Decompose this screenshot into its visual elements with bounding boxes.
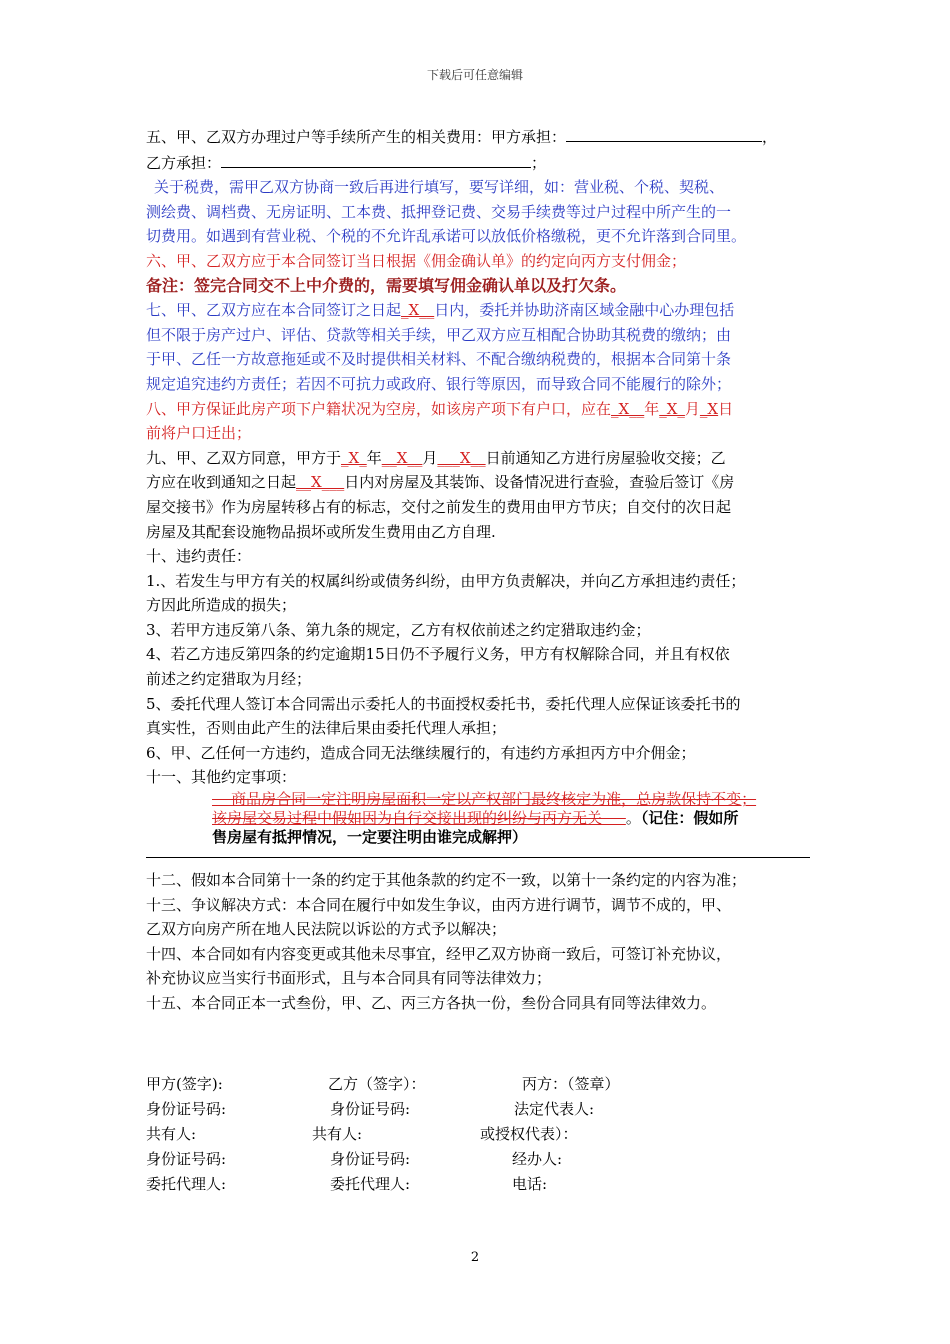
clause-12: 十二、假如本合同第十一条的约定于其他条款的约定不一致，以第十一条约定的内容为准； — [146, 871, 747, 890]
clause-5-text: 五、甲、乙双方办理过户等手续所产生的相关费用：甲方承担： — [146, 128, 567, 146]
signature-row-1 — [146, 1072, 766, 1097]
party-a-fee-blank — [566, 124, 762, 142]
tax-note-line-1: 关于税费，需甲乙双方协商一致后再进行填写，要写详细，如：营业税、个税、契税、 — [154, 178, 725, 197]
clause-10-item-1-line-1: 1.、若发生与甲方有关的权属纠纷或债务纠纷，由甲方负责解决，并向乙方承担违约责任； — [146, 571, 746, 590]
clause-9-line-1 — [146, 446, 810, 471]
clause-10-item-3: 3、若甲方违反第八条、第九条的规定，乙方有权依前述之约定猎取违约金； — [146, 620, 651, 639]
clause-8-day-label: 日 — [718, 399, 734, 418]
clause-8-month-blank: _X_ — [659, 399, 685, 418]
clause-5-line-2 — [146, 150, 810, 176]
handler-label: 经办人: — [512, 1150, 563, 1168]
clause-7-line-3: 于甲、乙任一方故意拖延或不及时提供相关材料、不配合缴纳税费的，根据本合同第十条 — [146, 350, 732, 369]
signature-block — [146, 1072, 766, 1197]
party-c-seal-label: 丙方：（签章） — [522, 1075, 620, 1093]
clause-11-divider — [146, 857, 810, 858]
clause-11-red-line-1: 商品房合同一定注明房屋面积一定以产权部门最终核定为准，总房款保持不变； — [212, 790, 757, 809]
clause-7-text-b: 日内，委托并协助济南区域金融中心办理包括 — [434, 301, 735, 320]
clause-10-item-4-line-2: 前述之约定猎取为月经； — [146, 670, 312, 689]
clause-9-year-label: 年 — [366, 448, 382, 467]
tax-note-line-3: 切费用。如遇到有营业税、个税的不允许乱承诺可以放低价格缴税，更不允许落到合同里。 — [146, 227, 747, 246]
tax-note-line-2: 测绘费、调档费、无房证明、工本费、抵押登记费、交易手续费等过户过程中所产生的一 — [146, 202, 732, 221]
clause-9-month-blank: __X__ — [381, 448, 423, 467]
coowner-b-id-label: 身份证号码: — [330, 1150, 411, 1168]
party-b-agent-label: 委托代理人: — [330, 1175, 411, 1193]
clause-11-period: 。 — [625, 809, 641, 828]
clause-9-month-label: 月 — [422, 448, 438, 467]
clause-13-line-1: 十三、争议解决方式：本合同在履行中如发生争议，由丙方进行调节，调节不成的，甲、 — [146, 895, 732, 914]
party-b-coowner-label: 共有人: — [312, 1125, 363, 1143]
clause-11-body — [146, 790, 810, 847]
party-b-sign-label: 乙方（签字）： — [328, 1075, 426, 1093]
clause-9-line-2 — [146, 470, 810, 495]
authorized-rep-label: 或授权代表）： — [480, 1125, 578, 1143]
coowner-a-id-label: 身份证号码: — [146, 1150, 227, 1168]
clause-13-line-2: 乙双方向房产所在地人民法院以诉讼的方式予以解决； — [146, 920, 507, 939]
clause-8-line-2: 前将户口迁出； — [146, 424, 252, 443]
clause-7-line-1 — [146, 298, 810, 323]
clause-10-item-4-line-1: 4、若乙方违反第四条的约定逾期15日仍不予履行义务，甲方有权解除合同，并且有权依 — [146, 645, 730, 664]
page-number: 2 — [470, 1250, 480, 1265]
clause-9-day-blank: ___X__ — [437, 448, 486, 467]
clause-5-line-1 — [146, 124, 810, 150]
clause-10-title: 十、违约责任： — [146, 547, 252, 566]
clause-7-days-blank: _X__ — [401, 301, 435, 320]
commission-remark: 备注：签完合同交不上中介费的，需要填写佣金确认单以及打欠条。 — [146, 275, 627, 295]
clause-7-line-2: 但不限于房产过户、评估、贷款等相关手续，甲乙双方应互相配合协助其税费的缴纳；由 — [146, 325, 732, 344]
clause-6: 六、甲、乙双方应于本合同签订当日根据《佣金确认单》的约定向丙方支付佣金； — [146, 251, 687, 270]
clause-11-line-3: 售房屋有抵押情况，一定要注明由谁完成解押） — [212, 828, 528, 847]
legal-representative-label: 法定代表人: — [514, 1100, 595, 1118]
phone-label: 电话: — [512, 1175, 548, 1193]
clause-11-line-1 — [212, 790, 810, 809]
clause-8-line-1 — [146, 397, 810, 422]
signature-row-5 — [146, 1172, 766, 1197]
party-a-agent-label: 委托代理人: — [146, 1175, 227, 1193]
clause-10-item-1-line-2: 方因此所造成的损失； — [146, 596, 297, 615]
clause-7-text-a: 七、甲、乙双方应在本合同签订之日起 — [146, 301, 402, 320]
signature-row-3 — [146, 1122, 766, 1147]
clause-10-item-5-line-2: 真实性，否则由此产生的法律后果由委托代理人承担； — [146, 719, 507, 738]
party-a-sign-label: 甲方(签字): — [146, 1075, 223, 1093]
clause-9-days-blank: __X___ — [296, 473, 345, 492]
clause-11-red-tail — [602, 809, 626, 827]
clause-11-reminder-a: （记住：假如所 — [640, 809, 739, 828]
party-a-id-label: 身份证号码: — [146, 1100, 227, 1118]
clause-11-red-line-2: 该房屋交易过程中假如因为自行交接出现的纠纷与丙方无关 — [212, 809, 603, 828]
clause-7-line-4: 规定追究违约方责任；若因不可抗力或政府、银行等原因，而导致合同不能履行的除外； — [146, 374, 732, 393]
clause-9-text-d: 日内对房屋及其装饰、设备情况进行查验，查验后签订《房 — [344, 473, 735, 492]
clause-10-item-5-line-1: 5、委托代理人签订本合同需出示委托人的书面授权委托书，委托代理人应保证该委托书的 — [146, 694, 741, 713]
page-header: 下载后可任意编辑 — [426, 68, 523, 82]
clause-11-title: 十一、其他约定事项： — [146, 768, 297, 787]
clause-14-line-1: 十四、本合同如有内容变更或其他未尽事宜，经甲乙双方协商一致后，可签订补充协议， — [146, 944, 732, 963]
party-b-fee-blank — [221, 150, 531, 168]
clause-9-line-4: 房屋及其配套设施物品损坏或所发生费用由乙方自理. — [146, 522, 496, 541]
clause-9-text-b: 日前通知乙方进行房屋验收交接；乙 — [485, 448, 726, 467]
clause-9-line-3: 屋交接书》作为房屋转移占有的标志，交付之前发生的费用由甲方节庆；自交付的次日起 — [146, 497, 732, 516]
party-b-fee-label: 乙方承担： — [146, 153, 222, 172]
clause-11-line-2 — [212, 809, 810, 828]
clause-5-semicolon: ； — [531, 153, 547, 172]
clause-8-day-blank: _X — [699, 399, 719, 418]
clause-9-year-blank: _X_ — [341, 448, 367, 467]
clause-8-year-label: 年 — [644, 399, 660, 418]
clause-8-month-label: 月 — [684, 399, 700, 418]
clause-15: 十五、本合同正本一式叁份，甲、乙、丙三方各执一份，叁份合同具有同等法律效力。 — [146, 994, 717, 1012]
clause-5-comma: ， — [762, 128, 778, 146]
clause-10-item-6: 6、甲、乙任何一方违约，造成合同无法继续履行的，有违约方承担丙方中介佣金； — [146, 743, 696, 762]
clause-9-text-c: 方应在收到通知之日起 — [146, 473, 297, 492]
clause-9-text-a: 九、甲、乙双方同意，甲方于 — [146, 448, 342, 467]
party-b-id-label: 身份证号码: — [330, 1100, 411, 1118]
signature-row-2 — [146, 1097, 766, 1122]
clause-8-year-blank: _X__ — [611, 399, 645, 418]
clause-14-line-2: 补充协议应当实行书面形式，且与本合同具有同等法律效力； — [146, 969, 552, 988]
clause-8-text: 八、甲方保证此房产项下户籍状况为空房，如该房产项下有户口，应在 — [146, 399, 612, 418]
party-a-coowner-label: 共有人: — [146, 1125, 197, 1143]
signature-row-4 — [146, 1147, 766, 1172]
contract-body — [146, 124, 810, 1016]
